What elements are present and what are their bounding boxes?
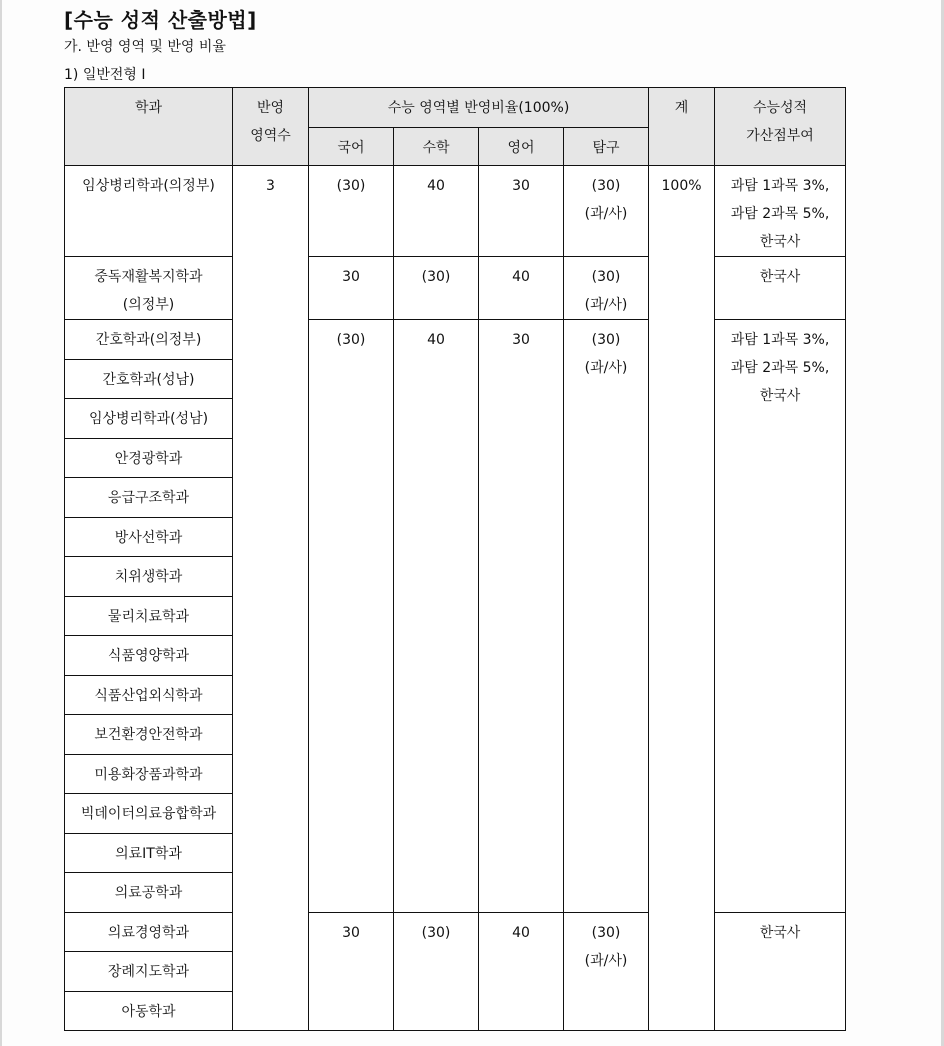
dept-name: 임상병리학과(성남) bbox=[65, 399, 233, 439]
score-inquiry: (30) (과/사) bbox=[564, 166, 649, 257]
score-english: 30 bbox=[479, 320, 564, 913]
score-math: (30) bbox=[394, 912, 479, 1031]
dept-name: 아동학과 bbox=[65, 991, 233, 1031]
header-ratio: 수능 영역별 반영비율(100%) bbox=[309, 88, 649, 128]
dept-name: 장례지도학과 bbox=[65, 952, 233, 992]
dept-name: 치위생학과 bbox=[65, 557, 233, 597]
dept-name: 미용화장품과학과 bbox=[65, 754, 233, 794]
dept-name: 식품영양학과 bbox=[65, 636, 233, 676]
dept-name: 의료경영학과 bbox=[65, 912, 233, 952]
total-percent: 100% bbox=[649, 166, 715, 1031]
score-english: 40 bbox=[479, 912, 564, 1031]
dept-name: 의료IT학과 bbox=[65, 833, 233, 873]
dept-name: 중독재활복지학과 (의정부) bbox=[65, 257, 233, 320]
header-total: 계 bbox=[649, 88, 715, 166]
dept-name: 응급구조학과 bbox=[65, 478, 233, 518]
dept-name: 의료공학과 bbox=[65, 873, 233, 913]
score-inquiry: (30) (과/사) bbox=[564, 320, 649, 913]
score-math: (30) bbox=[394, 257, 479, 320]
bonus-points: 과탐 1과목 3%, 과탐 2과목 5%, 한국사 bbox=[715, 320, 846, 913]
subsection-heading: 1) 일반전형 I bbox=[64, 67, 146, 83]
header-count: 반영 영역수 bbox=[233, 88, 309, 166]
dept-name: 간호학과(의정부) bbox=[65, 320, 233, 360]
table-row bbox=[65, 912, 846, 952]
score-inquiry: (30) (과/사) bbox=[564, 912, 649, 1031]
score-korean: (30) bbox=[309, 320, 394, 913]
header-english: 영어 bbox=[479, 128, 564, 166]
table-row bbox=[65, 166, 846, 257]
score-ratio-table bbox=[64, 87, 846, 1031]
dept-name: 보건환경안전학과 bbox=[65, 715, 233, 755]
table-row bbox=[65, 257, 846, 320]
dept-name: 안경광학과 bbox=[65, 438, 233, 478]
score-english: 40 bbox=[479, 257, 564, 320]
dept-name: 식품산업외식학과 bbox=[65, 675, 233, 715]
page-edge-left bbox=[0, 0, 2, 1046]
score-math: 40 bbox=[394, 320, 479, 913]
score-inquiry: (30) (과/사) bbox=[564, 257, 649, 320]
score-korean: 30 bbox=[309, 912, 394, 1031]
header-inquiry: 탐구 bbox=[564, 128, 649, 166]
dept-name: 임상병리학과(의정부) bbox=[65, 166, 233, 257]
dept-name: 물리치료학과 bbox=[65, 596, 233, 636]
header-dept: 학과 bbox=[65, 88, 233, 166]
reflected-area-count: 3 bbox=[233, 166, 309, 1031]
dept-name: 빅데이터의료융합학과 bbox=[65, 794, 233, 834]
bonus-points: 과탐 1과목 3%, 과탐 2과목 5%, 한국사 bbox=[715, 166, 846, 257]
table-body bbox=[65, 166, 846, 1031]
header-korean: 국어 bbox=[309, 128, 394, 166]
section-heading: 가. 반영 영역 및 반영 비율 bbox=[64, 39, 226, 55]
page-title: [수능 성적 산출방법] bbox=[64, 8, 257, 32]
score-math: 40 bbox=[394, 166, 479, 257]
bonus-points: 한국사 bbox=[715, 257, 846, 320]
dept-name: 방사선학과 bbox=[65, 517, 233, 557]
score-korean: (30) bbox=[309, 166, 394, 257]
score-korean: 30 bbox=[309, 257, 394, 320]
score-english: 30 bbox=[479, 166, 564, 257]
bonus-points: 한국사 bbox=[715, 912, 846, 1031]
dept-name: 간호학과(성남) bbox=[65, 359, 233, 399]
header-bonus: 수능성적 가산점부여 bbox=[715, 88, 846, 166]
header-math: 수학 bbox=[394, 128, 479, 166]
table-row bbox=[65, 320, 846, 360]
